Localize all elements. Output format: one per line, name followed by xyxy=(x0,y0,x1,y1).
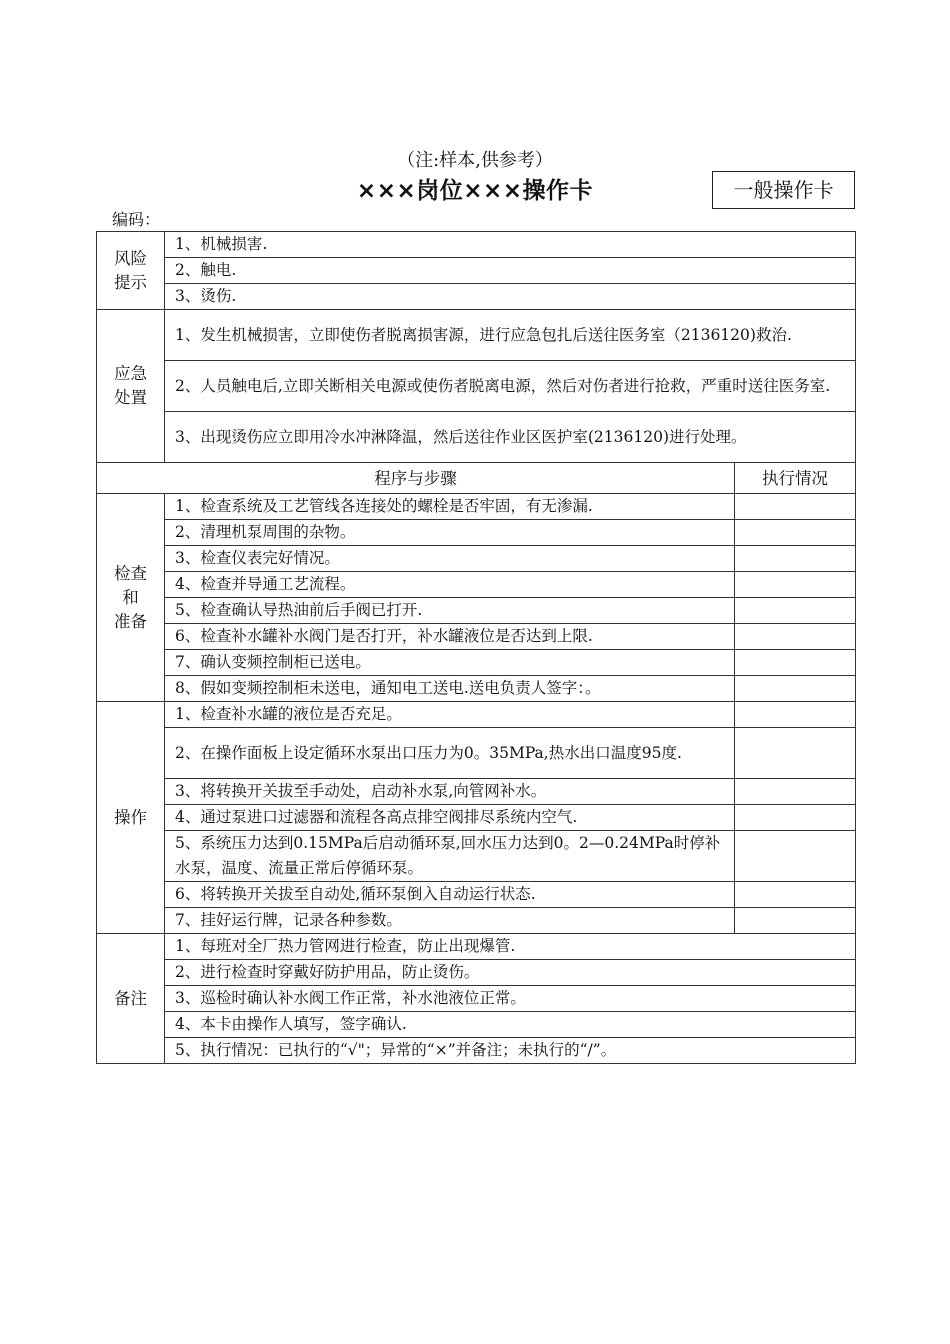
operation-row xyxy=(97,882,856,908)
check-row xyxy=(97,494,856,520)
operation-item: 4、通过泵进口过滤器和流程各高点排空阀排尽系统内空气. xyxy=(165,805,735,831)
status-cell[interactable] xyxy=(735,779,856,805)
risk-item: 1、机械损害. xyxy=(165,232,856,258)
status-cell[interactable] xyxy=(735,676,856,702)
operation-item: 6、将转换开关拔至自动处,循环泵倒入自动运行状态. xyxy=(165,882,735,908)
emergency-item: 2、人员触电后,立即关断相关电源或使伤者脱离电源，然后对伤者进行抢救，严重时送往医务室. xyxy=(165,361,856,412)
operation-row xyxy=(97,805,856,831)
check-row xyxy=(97,676,856,702)
operation-section-label: 操作 xyxy=(97,702,165,934)
procedure-header: 程序与步骤 xyxy=(97,463,735,494)
emergency-row xyxy=(97,361,856,412)
status-cell[interactable] xyxy=(735,598,856,624)
remarks-row xyxy=(97,960,856,986)
risk-item: 2、触电. xyxy=(165,258,856,284)
remarks-row xyxy=(97,1038,856,1064)
operation-item: 1、检查补水罐的液位是否充足。 xyxy=(165,702,735,728)
risk-row xyxy=(97,284,856,310)
status-header: 执行情况 xyxy=(735,463,856,494)
operation-item: 7、挂好运行牌，记录各种参数。 xyxy=(165,908,735,934)
operation-card-table xyxy=(96,231,856,1064)
card-type-box: 一般操作卡 xyxy=(712,171,855,209)
remarks-item: 1、每班对全厂热力管网进行检查，防止出现爆管. xyxy=(165,934,856,960)
check-item: 4、检查并导通工艺流程。 xyxy=(165,572,735,598)
check-item: 2、清理机泵周围的杂物。 xyxy=(165,520,735,546)
status-cell[interactable] xyxy=(735,572,856,598)
check-row xyxy=(97,572,856,598)
card-title: ×××岗位×××操作卡 xyxy=(356,178,594,204)
status-cell[interactable] xyxy=(735,702,856,728)
check-row xyxy=(97,650,856,676)
check-row xyxy=(97,520,856,546)
check-row xyxy=(97,546,856,572)
check-item: 7、确认变频控制柜已送电。 xyxy=(165,650,735,676)
operation-row xyxy=(97,779,856,805)
status-cell[interactable] xyxy=(735,520,856,546)
operation-item: 3、将转换开关拔至手动处，启动补水泵,向管网补水。 xyxy=(165,779,735,805)
operation-item: 2、在操作面板上设定循环水泵出口压力为0。35MPa,热水出口温度95度. xyxy=(165,728,735,779)
check-item: 3、检查仪表完好情况。 xyxy=(165,546,735,572)
check-row xyxy=(97,624,856,650)
check-section-label: 检查 和 准备 xyxy=(97,494,165,702)
operation-row xyxy=(97,908,856,934)
operation-row xyxy=(97,831,856,882)
status-cell[interactable] xyxy=(735,805,856,831)
remarks-item: 5、执行情况：已执行的“√"；异常的“×”并备注；未执行的“/”。 xyxy=(165,1038,856,1064)
status-cell[interactable] xyxy=(735,546,856,572)
risk-item: 3、烫伤. xyxy=(165,284,856,310)
operation-row xyxy=(97,728,856,779)
check-row xyxy=(97,598,856,624)
emergency-row xyxy=(97,412,856,463)
status-cell[interactable] xyxy=(735,624,856,650)
emergency-item: 1、发生机械损害，立即使伤者脱离损害源，进行应急包扎后送往医务室（2136120)救治. xyxy=(165,310,856,361)
remarks-section-label: 备注 xyxy=(97,934,165,1064)
risk-section-label: 风险 提示 xyxy=(97,232,165,310)
status-cell[interactable] xyxy=(735,650,856,676)
check-item: 8、假如变频控制柜未送电，通知电工送电.送电负责人签字：。 xyxy=(165,676,735,702)
emergency-section-label: 应急 处置 xyxy=(97,310,165,463)
remarks-item: 4、本卡由操作人填写，签字确认. xyxy=(165,1012,856,1038)
check-item: 1、检查系统及工艺管线各连接处的螺栓是否牢固，有无渗漏. xyxy=(165,494,735,520)
status-cell[interactable] xyxy=(735,494,856,520)
emergency-row xyxy=(97,310,856,361)
status-cell[interactable] xyxy=(735,908,856,934)
risk-row xyxy=(97,232,856,258)
sample-note: （注:样本,供参考） xyxy=(397,150,553,171)
emergency-item: 3、出现烫伤应立即用冷水冲淋降温，然后送往作业区医护室(2136120)进行处理。 xyxy=(165,412,856,463)
risk-row xyxy=(97,258,856,284)
check-item: 5、检查确认导热油前后手阀已打开. xyxy=(165,598,735,624)
operation-item: 5、系统压力达到0.15MPa后启动循环泵,回水压力达到0。2—0.24MPa时停补水泵，温度、流量正常后停循环泵。 xyxy=(165,831,735,882)
remarks-item: 2、进行检查时穿戴好防护用品，防止烫伤。 xyxy=(165,960,856,986)
column-header-row xyxy=(97,463,856,494)
operation-row xyxy=(97,702,856,728)
remarks-row xyxy=(97,934,856,960)
remarks-row xyxy=(97,986,856,1012)
remarks-item: 3、巡检时确认补水阀工作正常，补水池液位正常。 xyxy=(165,986,856,1012)
status-cell[interactable] xyxy=(735,882,856,908)
remarks-row xyxy=(97,1012,856,1038)
status-cell[interactable] xyxy=(735,728,856,779)
check-item: 6、检查补水罐补水阀门是否打开，补水罐液位是否达到上限. xyxy=(165,624,735,650)
code-label: 编码： xyxy=(112,210,161,229)
status-cell[interactable] xyxy=(735,831,856,882)
